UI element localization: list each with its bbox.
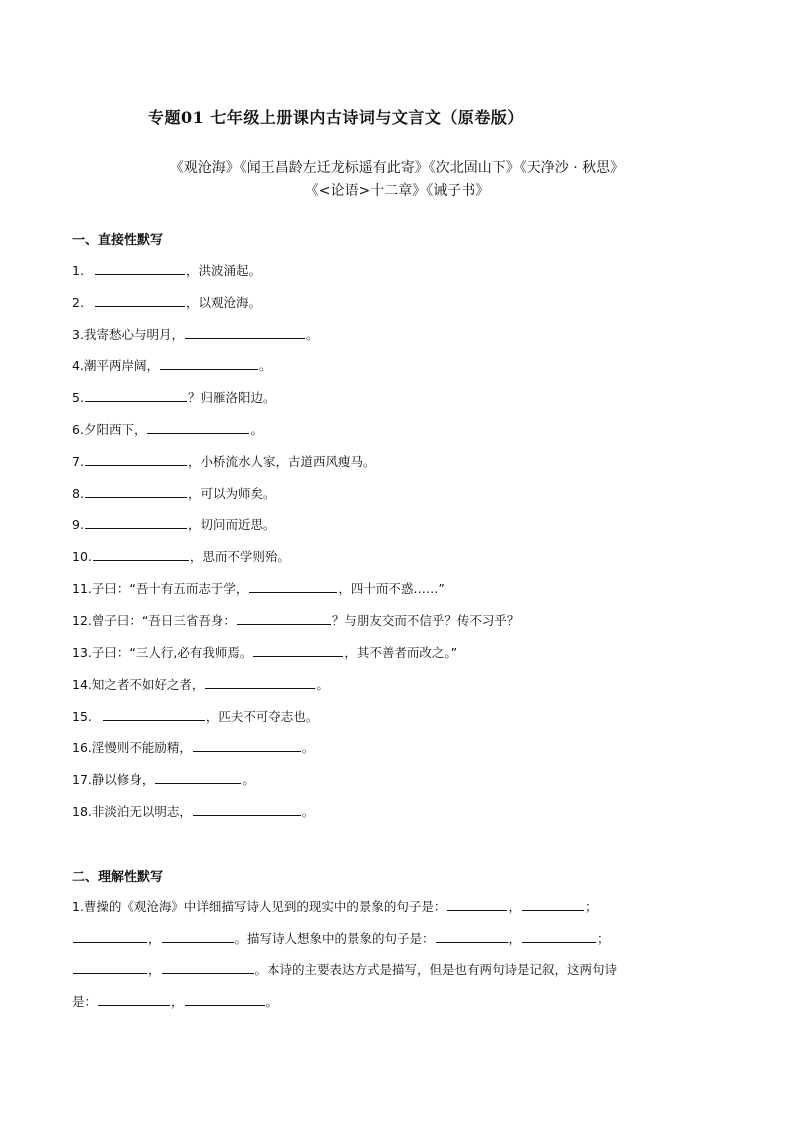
question-item bbox=[72, 356, 271, 375]
answer-blank[interactable] bbox=[103, 707, 205, 721]
answer-blank[interactable] bbox=[98, 992, 170, 1006]
question-text: 。 bbox=[305, 327, 319, 342]
question-item bbox=[72, 802, 314, 821]
question-text: 。 bbox=[258, 358, 272, 373]
question-text: 子曰：“三人行,必有我师焉。 bbox=[91, 645, 253, 660]
question-item bbox=[72, 579, 445, 598]
question-text: 。 bbox=[250, 422, 263, 437]
question-text: 淫慢则不能励精， bbox=[91, 740, 192, 755]
answer-blank[interactable] bbox=[85, 452, 187, 466]
question-item bbox=[72, 484, 275, 503]
question-number: 15. bbox=[72, 709, 92, 724]
question-item bbox=[72, 293, 261, 312]
punctuation: ； bbox=[597, 930, 610, 946]
question-text: ？归雁洛阳边。 bbox=[187, 390, 276, 405]
answer-blank[interactable] bbox=[162, 960, 254, 974]
question-item bbox=[72, 452, 375, 471]
question-text: ，可以为师矣。 bbox=[187, 486, 276, 501]
punctuation: ， bbox=[508, 899, 521, 914]
question-number: 9. bbox=[72, 517, 84, 532]
answer-blank[interactable] bbox=[522, 929, 596, 943]
punctuation: ， bbox=[148, 930, 161, 946]
question-text: ，洪波涌起。 bbox=[185, 263, 261, 278]
answer-blank[interactable] bbox=[95, 261, 185, 275]
question-text: 夕阳西下， bbox=[83, 422, 147, 437]
punctuation: ， bbox=[508, 930, 522, 946]
section-heading-direct-recitation: 一、直接性默写 bbox=[72, 233, 164, 248]
punctuation: ， bbox=[171, 993, 184, 1009]
question-number: 6. bbox=[72, 422, 84, 437]
question-number: 2. bbox=[72, 295, 84, 310]
paragraph-line bbox=[72, 986, 728, 1018]
question-item bbox=[72, 611, 519, 630]
question-text: 1.曹操的《观沧海》中详细描写诗人见到的现实中的景象的句子是： bbox=[72, 899, 447, 914]
question-number: 17. bbox=[72, 772, 92, 787]
answer-blank[interactable] bbox=[185, 325, 305, 339]
question-text: 我寄愁心与明月， bbox=[83, 327, 184, 342]
answer-blank[interactable] bbox=[185, 992, 265, 1006]
answer-blank[interactable] bbox=[205, 675, 315, 689]
answer-blank[interactable] bbox=[85, 515, 187, 529]
question-number: 5. bbox=[72, 390, 84, 405]
comprehension-question-1 bbox=[72, 891, 728, 1017]
question-text: 曾子曰：“吾日三省吾身： bbox=[91, 613, 236, 628]
question-text: 是： bbox=[72, 993, 98, 1009]
answer-blank[interactable] bbox=[193, 738, 301, 752]
question-text: 。 bbox=[301, 740, 315, 755]
section-heading-comprehension-recitation: 二、理解性默写 bbox=[72, 870, 164, 885]
question-text: 知之者不如好之者， bbox=[91, 677, 205, 692]
paragraph-line bbox=[72, 954, 728, 986]
question-text: ，切问而近思。 bbox=[187, 517, 276, 532]
question-number: 18. bbox=[72, 804, 92, 819]
answer-blank[interactable] bbox=[160, 356, 258, 370]
question-text: ，思而不学则殆。 bbox=[189, 549, 290, 564]
question-number: 8. bbox=[72, 486, 84, 501]
question-item bbox=[72, 643, 457, 662]
answer-blank[interactable] bbox=[85, 388, 187, 402]
answer-blank[interactable] bbox=[93, 547, 189, 561]
question-text: 子曰：“吾十有五而志于学， bbox=[91, 581, 249, 596]
question-text: ，以观沧海。 bbox=[185, 295, 261, 310]
question-number: 3. bbox=[72, 327, 84, 342]
question-text: 。 bbox=[301, 804, 315, 819]
question-item bbox=[72, 738, 314, 757]
question-item bbox=[72, 515, 275, 534]
question-text: 潮平两岸阔， bbox=[83, 358, 159, 373]
answer-blank[interactable] bbox=[155, 770, 241, 784]
page-title: 专题01 七年级上册课内古诗词与文言文（原卷版） bbox=[148, 108, 524, 127]
question-number: 12. bbox=[72, 613, 92, 628]
paragraph-line bbox=[72, 923, 728, 955]
question-text: 。 bbox=[316, 677, 329, 692]
question-number: 1. bbox=[72, 263, 84, 278]
question-text: 。 bbox=[242, 772, 255, 787]
question-item bbox=[72, 770, 255, 789]
question-number: 16. bbox=[72, 740, 92, 755]
question-text: 。描写诗人想象中的景象的句子是： bbox=[234, 930, 435, 946]
question-text: 非淡泊无以明志， bbox=[91, 804, 192, 819]
question-text: 。本诗的主要表达方式是描写，但是也有两句诗是记叙，这两句诗 bbox=[254, 962, 618, 977]
paragraph-line bbox=[72, 891, 728, 923]
question-number: 11. bbox=[72, 581, 92, 596]
answer-blank[interactable] bbox=[73, 929, 147, 943]
punctuation: 。 bbox=[265, 993, 279, 1009]
works-list-line-1: 《观沧海》《闻王昌龄左迁龙标遥有此寄》《次北固山下》《天净沙 · 秋思》 bbox=[169, 160, 625, 176]
answer-blank[interactable] bbox=[85, 484, 187, 498]
answer-blank[interactable] bbox=[522, 897, 584, 911]
question-text: ，四十而不惑……” bbox=[338, 581, 445, 596]
question-number: 14. bbox=[72, 677, 92, 692]
answer-blank[interactable] bbox=[249, 579, 337, 593]
question-text: ，匹夫不可夺志也。 bbox=[205, 709, 319, 724]
answer-blank[interactable] bbox=[162, 929, 234, 943]
answer-blank[interactable] bbox=[447, 897, 507, 911]
question-text: 静以修身， bbox=[91, 772, 155, 787]
punctuation: ， bbox=[148, 962, 161, 977]
answer-blank[interactable] bbox=[193, 802, 301, 816]
answer-blank[interactable] bbox=[95, 293, 185, 307]
question-text: ？与朋友交而不信乎？传不习乎？ bbox=[331, 613, 520, 628]
punctuation: ； bbox=[584, 899, 598, 914]
question-item bbox=[72, 547, 290, 566]
question-number: 10. bbox=[72, 549, 92, 564]
question-item bbox=[72, 707, 318, 726]
question-number: 7. bbox=[72, 454, 84, 469]
answer-blank[interactable] bbox=[253, 643, 343, 657]
works-list-line-2: 《<论语>十二章》《诫子书》 bbox=[304, 183, 490, 199]
question-item bbox=[72, 325, 318, 344]
answer-blank[interactable] bbox=[237, 611, 331, 625]
answer-blank[interactable] bbox=[147, 420, 249, 434]
question-item bbox=[72, 420, 263, 439]
question-number: 13. bbox=[72, 645, 92, 660]
answer-blank[interactable] bbox=[436, 929, 508, 943]
question-text: ，其不善者而改之。” bbox=[344, 645, 458, 660]
answer-blank[interactable] bbox=[73, 960, 147, 974]
question-item bbox=[72, 261, 261, 280]
question-item bbox=[72, 388, 275, 407]
question-item bbox=[72, 675, 329, 694]
question-number: 4. bbox=[72, 358, 84, 373]
question-text: ，小桥流水人家，古道西风瘦马。 bbox=[187, 454, 376, 469]
